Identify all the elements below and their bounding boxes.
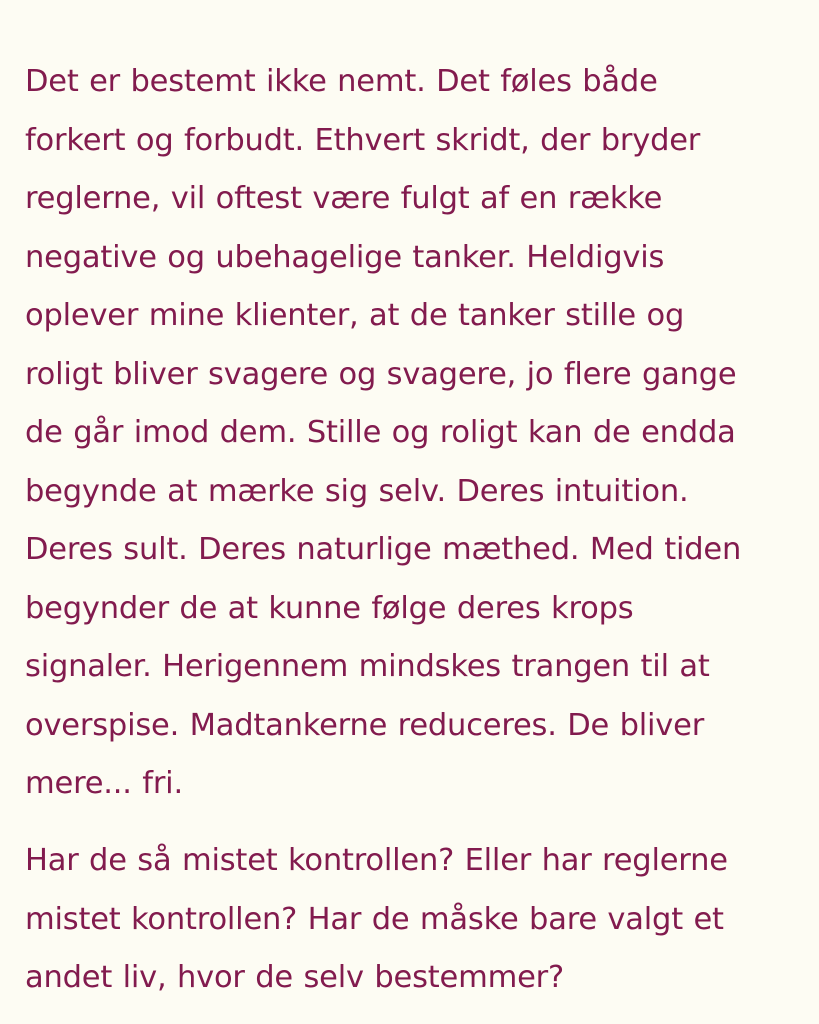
paragraph-line: de går imod dem. Stille og roligt kan de endda [25, 415, 736, 450]
paragraph-line: forkert og forbudt. Ethvert skridt, der bryder [25, 122, 701, 158]
paragraph-line: Deres sult. Deres naturlige mæthed. Med tiden [25, 532, 742, 567]
paragraph-line: Det er bestemt ikke nemt. Det føles både [25, 64, 658, 99]
paragraph-line: mistet kontrollen? Har de måske bare valgt et [25, 901, 724, 937]
paragraph-line: roligt bliver svagere og svagere, jo flere gange [25, 356, 737, 392]
paragraph-line: begynde at mærke sig selv. Deres intuition. [25, 473, 689, 509]
paragraph-line: negative og ubehagelige tanker. Heldigvis [25, 239, 665, 275]
paragraph-line: Har de så mistet kontrollen? Eller har reglerne [25, 843, 728, 878]
paragraph-2 [25, 832, 789, 1008]
paragraph-line: mere... fri. [25, 766, 183, 801]
paragraph-line: andet liv, hvor de selv bestemmer? [25, 960, 565, 995]
paragraph-line: begynder de at kunne følge deres krops [25, 590, 634, 626]
paragraph-line: overspise. Madtankerne reduceres. De bliver [25, 707, 705, 743]
paragraph-line: reglerne, vil oftest være fulgt af en række [25, 181, 663, 216]
paragraph-line: signaler. Herigennem mindskes trangen til at [25, 649, 710, 684]
paragraph-line: oplever mine klienter, at de tanker stille og [25, 298, 685, 333]
paragraph-1 [25, 53, 789, 814]
